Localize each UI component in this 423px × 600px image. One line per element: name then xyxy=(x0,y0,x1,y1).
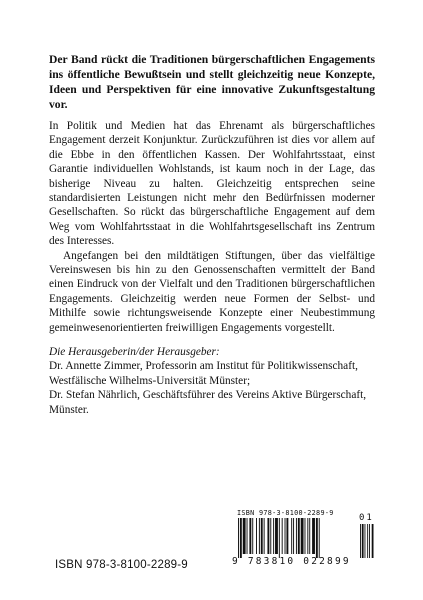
barcode-bars xyxy=(236,518,376,558)
body-text xyxy=(49,119,375,335)
editors-section xyxy=(49,345,379,417)
barcode-isbn-label: ISBN 978-3-8100-2289-9 xyxy=(237,509,334,517)
editor-entry: Dr. Annette Zimmer, Professorin am Institut für Politikwissenschaft, Westfälische Wilhelms-Universität Münster; xyxy=(49,360,358,387)
lead-paragraph: Der Band rückt die Traditionen bürgerschaftlichen Engagements ins öffentliche Bewußtsein und stellt gleichzeitig neue Konzepte, Ideen und Perspektiven für eine innovative Zukunftsgestaltung vor. xyxy=(49,53,375,111)
editor-entry: Dr. Stefan Nährlich, Geschäftsführer des Vereins Aktive Bürgerschaft, Münster. xyxy=(49,389,367,416)
editors-heading: Die Herausgeberin/der Herausgeber: xyxy=(49,346,220,358)
barcode-digits: 9 783810 022899 xyxy=(232,556,351,567)
isbn-barcode xyxy=(232,509,376,567)
paragraph-2: Angefangen bei den mildtätigen Stiftungen, über das vielfältige Vereinswesen bis hin zu den Genossenschaften vermittelt der Band einen Eindruck von der Vielfalt und den Traditionen bürgerschaftlichen Engagements. Gleichzeitig werden neue Formen der Selbst- und Mithilfe sowie richtungsweisende Konzepte einer Neubestimmung gemeinwesenorientierten freiwilligen Engagements vorgestellt. xyxy=(49,249,375,334)
barcode-addon-digits: 01 xyxy=(359,513,374,523)
paragraph-1: In Politik und Medien hat das Ehrenamt als bürgerschaftliches Engagement derzeit Konjunktur. Zurückzuführen ist dies vor allem auf die Ebbe in den öffentlichen Kassen. Der Wohlfahrtsstaat, einst Garantie individuellen Wohlstands, ist kaum noch in der Lage, das bisherige Niveau zu halten. Gleichzeitig entsprechen seine standardisierten Leistungen nicht mehr den Bedürfnissen moderner Gesellschaften. So rückt das bürgerschaftliche Engagement auf dem Weg vom Wohlfahrtsstaat in die Wohlfahrtsgesellschaft ins Zentrum des Interesses. xyxy=(49,120,375,248)
isbn-number: ISBN 978-3-8100-2289-9 xyxy=(55,559,188,571)
